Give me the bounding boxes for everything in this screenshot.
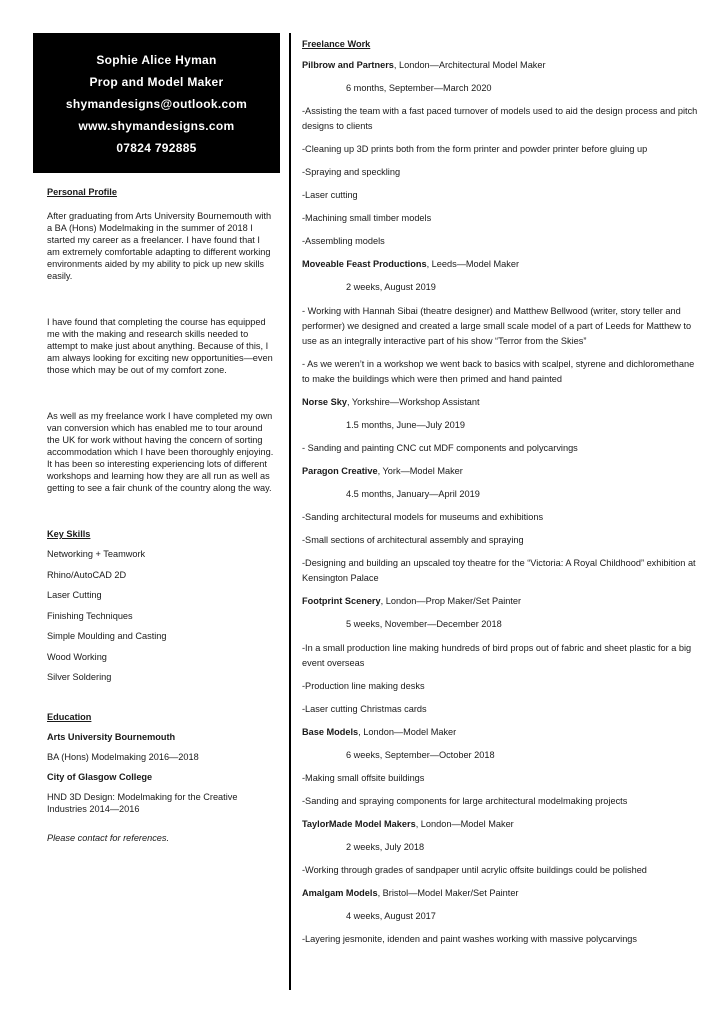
job-duration: 5 weeks, November—December 2018 [346,619,502,629]
job-task: -Small sections of architectural assembly and spraying [302,535,524,545]
job-duration: 1.5 months, June—July 2019 [346,420,465,430]
skill-item: Silver Soldering [47,672,112,682]
job-detail: , London—Model Maker [358,727,457,737]
job-duration: 4 weeks, August 2017 [346,911,436,921]
job-detail: , Leeds—Model Maker [426,259,520,269]
contact-header [33,33,280,173]
job-company: Base Models [302,727,359,737]
job-task: -Production line making desks [302,681,425,691]
job-task: -Sanding and spraying components for large architectural modelmaking projects [302,796,628,806]
skill-item: Wood Working [47,651,107,662]
job-task: -Sanding architectural models for museums and exhibitions [302,512,544,522]
job-task: -Working through grades of sandpaper until acrylic offsite buildings could be polished [302,865,647,875]
person-role: Prop and Model Maker [89,75,224,89]
skills-list [47,544,275,688]
skills-title: Key Skills [47,529,91,539]
job-duration: 6 months, September—March 2020 [346,83,492,93]
website-link[interactable]: www.shymandesigns.com [78,119,235,133]
job-task: - Working with Hannah Sibai (theatre designer) and Matthew Bellwood (writer, story teller and performer) we designed and created a large small scale model of a part of Leeds for Matthew to use as an integrally interactive part of his show “Terror from the Skies” [302,306,692,346]
job-task: -Spraying and speckling [302,167,401,177]
job-detail: , London—Model Maker [415,819,514,829]
job-duration: 2 weeks, August 2019 [346,282,436,292]
freelance-title: Freelance Work [302,39,371,49]
job-heading [302,725,702,740]
job-company: TaylorMade Model Makers [302,819,416,829]
skill-item: Rhino/AutoCAD 2D [47,569,127,580]
job-detail: , London—Prop Maker/Set Painter [380,596,522,606]
job-task: -Designing and building an upscaled toy theatre for the “Victoria: A Royal Childhood” exhibition at Kensington Palace [302,558,696,583]
profile-paragraph: I have found that completing the course has equipped me with the making and research skills needed to attempt to make just about anything. Because of this, I am always looking for exciting new opportunities—even those which may be out of my comfort zone. [47,317,273,375]
job-task: -Layering jesmonite, idenden and paint washes working with massive polycarvings [302,934,638,944]
job-heading [302,594,702,609]
right-column [302,37,702,947]
job-heading [302,58,702,73]
job-task: -Machining small timber models [302,213,432,223]
education-course: HND 3D Design: Modelmaking for the Creative Industries 2014—2016 [47,791,238,814]
job-company: Pilbrow and Partners [302,60,394,70]
education-title: Education [47,711,92,722]
job-task: - Sanding and painting CNC cut MDF components and polycarvings [302,443,578,453]
skill-item: Finishing Techniques [47,610,133,621]
email-link[interactable]: shymandesigns@outlook.com [65,97,248,111]
skill-item: Networking + Teamwork [47,549,146,559]
job-heading [302,395,702,410]
references-note: Please contact for references. [47,832,170,843]
skill-item: Simple Moulding and Casting [47,631,167,641]
job-duration: 2 weeks, July 2018 [346,842,425,852]
job-detail: , Yorkshire—Workshop Assistant [346,397,480,407]
job-company: Footprint Scenery [302,596,381,606]
phone-number: 07824 792885 [116,141,197,155]
job-heading [302,464,702,479]
education-school: Arts University Bournemouth [47,731,176,742]
job-company: Norse Sky [302,397,347,407]
profile-paragraph: After graduating from Arts University Bournemouth with a BA (Hons) Modelmaking in the summer of 2018 I started my career as a freelancer. I have found that I am extremely comfortable adapting to different working environments aided by my ability to pick up new skills easily. [47,211,272,281]
profile-title: Personal Profile [47,187,117,197]
job-task: -Laser cutting [302,190,358,200]
job-task: -Assisting the team with a fast paced turnover of models used to aid the design process and pitch designs to clients [302,106,698,131]
job-heading [302,257,702,272]
job-task: -Laser cutting Christmas cards [302,704,427,714]
person-name: Sophie Alice Hyman [96,53,217,67]
profile-paragraph: As well as my freelance work I have completed my own van conversion which has enabled me to tour around the UK for work without having the concern of sorting accommodation which I have been thoroughly enjoying. It has been so interesting experiencing lots of different workshops and learning how they are all run as well as getting to see a fair chunk of the country along the way. [47,411,274,493]
job-heading [302,817,702,832]
job-company: Moveable Feast Productions [302,259,427,269]
job-company: Amalgam Models [302,888,378,898]
education-course: BA (Hons) Modelmaking 2016—2018 [47,751,199,762]
job-task: -Making small offsite buildings [302,773,425,783]
job-detail: , York—Model Maker [377,466,463,476]
job-duration: 6 weeks, September—October 2018 [346,750,495,760]
job-detail: , London—Architectural Model Maker [393,60,546,70]
column-divider [289,33,291,990]
job-company: Paragon Creative [302,466,378,476]
job-task: -Cleaning up 3D prints both from the form printer and powder printer before gluing up [302,144,648,154]
skill-item: Laser Cutting [47,590,102,600]
job-task: -In a small production line making hundreds of bird props out of fabric and sheet plastic for a big event overseas [302,643,692,668]
education-school: City of Glasgow College [47,771,153,782]
job-duration: 4.5 months, January—April 2019 [346,489,480,499]
job-detail: , Bristol—Model Maker/Set Painter [377,888,519,898]
job-task: - As we weren’t in a workshop we went back to basics with scalpel, styrene and dichloromethane to make the buildings which were then primed and hand painted [302,359,695,384]
job-task: -Assembling models [302,236,385,246]
left-column [47,186,275,844]
job-heading [302,886,702,901]
